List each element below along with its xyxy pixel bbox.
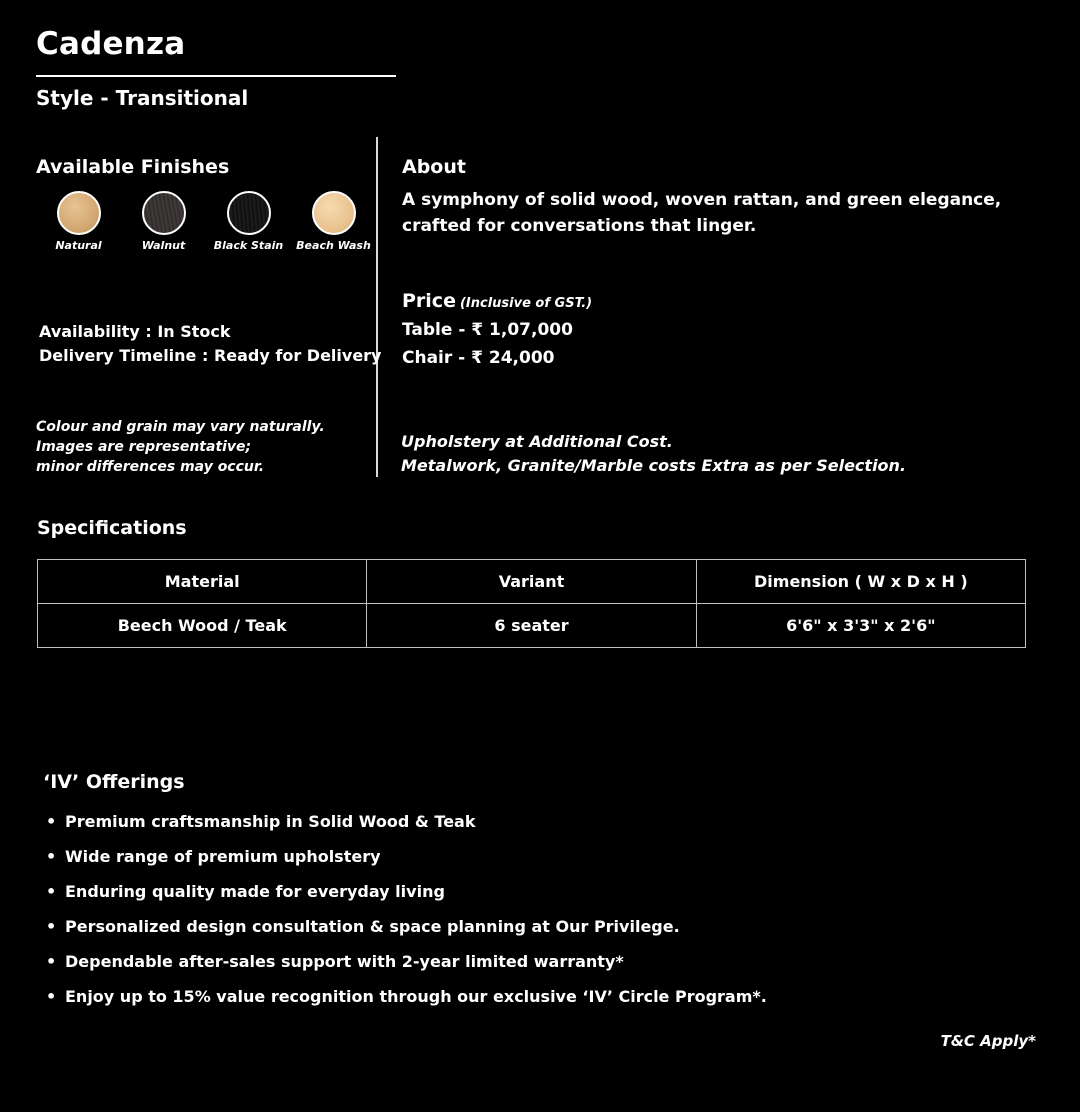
specifications-table	[37, 559, 1026, 648]
bullet-icon: •	[46, 847, 57, 866]
offering-text: Premium craftsmanship in Solid Wood & Teak	[65, 812, 476, 831]
list-item	[46, 952, 767, 987]
table-header-cell: Variant	[367, 560, 696, 604]
finish-swatch-disc	[312, 191, 356, 235]
vertical-divider	[376, 137, 378, 477]
bullet-icon: •	[46, 812, 57, 831]
bullet-icon: •	[46, 882, 57, 901]
finishes-heading: Available Finishes	[36, 156, 230, 178]
extra-cost-line: Upholstery at Additional Cost.	[401, 432, 673, 451]
list-item	[46, 987, 767, 1022]
product-style: Style - Transitional	[36, 86, 249, 110]
bullet-icon: •	[46, 917, 57, 936]
price-gst-note: (Inclusive of GST.)	[459, 296, 593, 311]
offering-text: Enjoy up to 15% value recognition through our exclusive ‘IV’ Circle Program*.	[65, 987, 767, 1006]
product-title: Cadenza	[36, 26, 186, 62]
table-cell: 6 seater	[367, 604, 696, 648]
price-chair: Chair - ₹ 24,000	[402, 348, 555, 368]
finish-swatch-beach-wash	[291, 191, 376, 252]
availability-block	[39, 320, 381, 368]
specifications-heading: Specifications	[37, 517, 187, 539]
finish-swatch-black-stain	[206, 191, 291, 252]
finish-swatch-disc	[142, 191, 186, 235]
list-item	[46, 917, 767, 952]
extra-cost-line: Metalwork, Granite/Marble costs Extra as per Selection.	[401, 456, 907, 475]
table-row	[38, 604, 1026, 648]
table-cell: Beech Wood / Teak	[38, 604, 367, 648]
offering-text: Dependable after-sales support with 2-year limited warranty*	[65, 952, 624, 971]
disclaimer-line: Images are representative;	[36, 439, 252, 455]
bullet-icon: •	[46, 987, 57, 1006]
list-item	[46, 812, 767, 847]
disclaimer-line: Colour and grain may vary naturally.	[36, 419, 325, 435]
table-header-cell: Material	[38, 560, 367, 604]
price-heading	[402, 290, 592, 312]
finish-label: Black Stain	[213, 239, 284, 252]
title-underline	[36, 75, 396, 77]
list-item	[46, 882, 767, 917]
availability-status: Availability : In Stock	[39, 322, 231, 341]
disclaimer-note	[36, 417, 325, 477]
finish-swatch-disc	[227, 191, 271, 235]
list-item	[46, 847, 767, 882]
finish-swatches	[36, 191, 371, 261]
finish-swatch-walnut	[121, 191, 206, 252]
offering-text: Personalized design consultation & space planning at Our Privilege.	[65, 917, 680, 936]
finish-label: Beach Wash	[296, 239, 371, 252]
offering-text: Enduring quality made for everyday living	[65, 882, 445, 901]
extra-costs-note	[401, 430, 906, 478]
price-heading-label: Price	[402, 290, 456, 312]
terms-note: T&C Apply*	[940, 1032, 1036, 1050]
offering-text: Wide range of premium upholstery	[65, 847, 381, 866]
price-table: Table - ₹ 1,07,000	[402, 320, 573, 340]
about-text: A symphony of solid wood, woven rattan, and green elegance, crafted for conversations that linger.	[402, 190, 1002, 236]
offerings-heading: ‘IV’ Offerings	[43, 771, 185, 793]
about-heading: About	[402, 156, 466, 178]
finish-label: Walnut	[141, 239, 186, 252]
table-header-row	[38, 560, 1026, 604]
bullet-icon: •	[46, 952, 57, 971]
finish-label: Natural	[55, 239, 102, 252]
table-cell: 6'6" x 3'3" x 2'6"	[696, 604, 1025, 648]
offerings-list	[46, 812, 767, 1022]
disclaimer-line: minor differences may occur.	[36, 459, 265, 475]
finish-swatch-natural	[36, 191, 121, 252]
delivery-timeline: Delivery Timeline : Ready for Delivery	[39, 346, 382, 365]
finish-swatch-disc	[57, 191, 101, 235]
table-header-cell: Dimension ( W x D x H )	[696, 560, 1025, 604]
